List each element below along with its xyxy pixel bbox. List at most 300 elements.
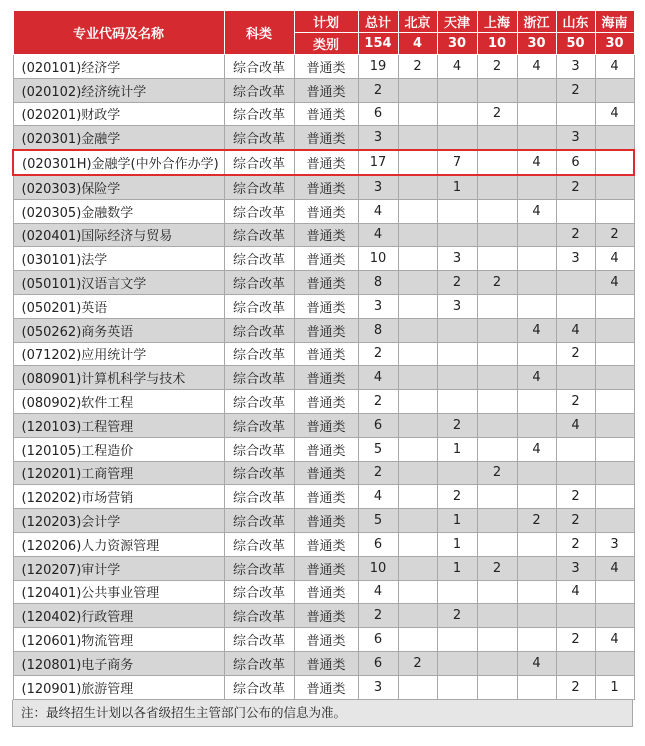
table-row: [13, 461, 634, 485]
shandong-cell: 3: [556, 126, 595, 150]
shandong-cell: 2: [556, 78, 595, 102]
tianjin-cell: 7: [437, 150, 477, 175]
tianjin-cell: [437, 390, 477, 414]
zhejiang-cell: [517, 271, 556, 295]
table-row: [13, 199, 634, 223]
table-row: [13, 55, 634, 79]
tianjin-cell: 1: [437, 437, 477, 461]
major-name-cell: (050101)汉语言文学: [13, 271, 224, 295]
subject-cell: 综合改革: [224, 223, 294, 247]
major-name-cell: (071202)应用统计学: [13, 342, 224, 366]
subject-cell: 综合改革: [224, 247, 294, 271]
tianjin-cell: 3: [437, 247, 477, 271]
plan-category-cell: 普通类: [294, 102, 358, 126]
table-row: [13, 175, 634, 199]
plan-category-cell: 普通类: [294, 366, 358, 390]
major-name-cell: (050262)商务英语: [13, 318, 224, 342]
shandong-cell: [556, 294, 595, 318]
subject-cell: 综合改革: [224, 437, 294, 461]
shanghai-cell: [477, 532, 517, 556]
total-cell: 4: [358, 223, 398, 247]
header-plan-line2: 类别: [294, 33, 358, 55]
header-count-tianjin: 30: [437, 33, 477, 55]
tianjin-cell: [437, 78, 477, 102]
zhejiang-cell: [517, 390, 556, 414]
beijing-cell: [398, 78, 437, 102]
hainan-cell: [595, 604, 634, 628]
tianjin-cell: [437, 628, 477, 652]
shandong-cell: 6: [556, 150, 595, 175]
total-cell: 6: [358, 628, 398, 652]
shanghai-cell: [477, 199, 517, 223]
header-count-shandong: 50: [556, 33, 595, 55]
header-major: 专业代码及名称: [13, 11, 224, 55]
subject-cell: 综合改革: [224, 580, 294, 604]
header-province-beijing: 北京: [398, 11, 437, 33]
subject-cell: 综合改革: [224, 294, 294, 318]
major-name-cell: (020305)金融数学: [13, 199, 224, 223]
major-name-cell: (120207)审计学: [13, 556, 224, 580]
table-row: [13, 78, 634, 102]
shandong-cell: 2: [556, 509, 595, 533]
shanghai-cell: [477, 175, 517, 199]
major-name-cell: (020201)财政学: [13, 102, 224, 126]
hainan-cell: [595, 366, 634, 390]
shandong-cell: 3: [556, 247, 595, 271]
table-row: [13, 318, 634, 342]
shandong-cell: 2: [556, 342, 595, 366]
shanghai-cell: [477, 509, 517, 533]
plan-category-cell: 普通类: [294, 390, 358, 414]
tianjin-cell: 1: [437, 175, 477, 199]
plan-category-cell: 普通类: [294, 461, 358, 485]
subject-cell: 综合改革: [224, 342, 294, 366]
zhejiang-cell: [517, 532, 556, 556]
tianjin-cell: 1: [437, 556, 477, 580]
major-name-cell: (120401)公共事业管理: [13, 580, 224, 604]
subject-cell: 综合改革: [224, 651, 294, 675]
major-name-cell: (120105)工程造价: [13, 437, 224, 461]
enrollment-plan-table-container: [12, 10, 633, 727]
header-count-shanghai: 10: [477, 33, 517, 55]
total-cell: 6: [358, 413, 398, 437]
total-cell: 6: [358, 102, 398, 126]
header-count-zhejiang: 30: [517, 33, 556, 55]
beijing-cell: [398, 437, 437, 461]
total-cell: 4: [358, 485, 398, 509]
shandong-cell: 4: [556, 318, 595, 342]
shanghai-cell: [477, 651, 517, 675]
plan-category-cell: 普通类: [294, 628, 358, 652]
total-cell: 2: [358, 78, 398, 102]
shandong-cell: [556, 199, 595, 223]
table-row: [13, 271, 634, 295]
tianjin-cell: 2: [437, 604, 477, 628]
beijing-cell: [398, 199, 437, 223]
plan-category-cell: 普通类: [294, 271, 358, 295]
hainan-cell: [595, 199, 634, 223]
shandong-cell: 3: [556, 55, 595, 79]
hainan-cell: [595, 485, 634, 509]
shanghai-cell: [477, 413, 517, 437]
plan-category-cell: 普通类: [294, 651, 358, 675]
beijing-cell: [398, 461, 437, 485]
major-name-cell: (080901)计算机科学与技术: [13, 366, 224, 390]
header-province-zhejiang: 浙江: [517, 11, 556, 33]
major-name-cell: (080902)软件工程: [13, 390, 224, 414]
shandong-cell: [556, 604, 595, 628]
tianjin-cell: [437, 461, 477, 485]
table-row: [13, 294, 634, 318]
hainan-cell: [595, 509, 634, 533]
tianjin-cell: [437, 102, 477, 126]
shanghai-cell: [477, 294, 517, 318]
plan-category-cell: 普通类: [294, 150, 358, 175]
beijing-cell: [398, 150, 437, 175]
table-row: [13, 126, 634, 150]
hainan-cell: [595, 294, 634, 318]
tianjin-cell: [437, 342, 477, 366]
table-body: [13, 55, 634, 700]
table-row: [13, 675, 634, 699]
major-name-cell: (020301H)金融学(中外合作办学): [13, 150, 224, 175]
beijing-cell: [398, 628, 437, 652]
zhejiang-cell: [517, 461, 556, 485]
plan-category-cell: 普通类: [294, 509, 358, 533]
total-cell: 2: [358, 342, 398, 366]
plan-category-cell: 普通类: [294, 126, 358, 150]
subject-cell: 综合改革: [224, 318, 294, 342]
major-name-cell: (120402)行政管理: [13, 604, 224, 628]
major-name-cell: (120103)工程管理: [13, 413, 224, 437]
tianjin-cell: 3: [437, 294, 477, 318]
zhejiang-cell: [517, 580, 556, 604]
beijing-cell: [398, 366, 437, 390]
header-subject: 科类: [224, 11, 294, 55]
zhejiang-cell: [517, 294, 556, 318]
hainan-cell: 4: [595, 556, 634, 580]
beijing-cell: [398, 532, 437, 556]
plan-category-cell: 普通类: [294, 318, 358, 342]
plan-category-cell: 普通类: [294, 78, 358, 102]
subject-cell: 综合改革: [224, 78, 294, 102]
hainan-cell: 4: [595, 102, 634, 126]
table-row: [13, 556, 634, 580]
table-row: [13, 223, 634, 247]
shanghai-cell: [477, 318, 517, 342]
shanghai-cell: [477, 126, 517, 150]
hainan-cell: [595, 461, 634, 485]
table-row: [13, 532, 634, 556]
subject-cell: 综合改革: [224, 675, 294, 699]
major-name-cell: (030101)法学: [13, 247, 224, 271]
header-province-shandong: 山东: [556, 11, 595, 33]
shandong-cell: 2: [556, 532, 595, 556]
shanghai-cell: [477, 628, 517, 652]
zhejiang-cell: [517, 675, 556, 699]
footnote: 注：最终招生计划以各省级招生主管部门公布的信息为准。: [12, 700, 633, 727]
table-row: [13, 102, 634, 126]
shandong-cell: 2: [556, 485, 595, 509]
tianjin-cell: [437, 651, 477, 675]
plan-category-cell: 普通类: [294, 675, 358, 699]
shandong-cell: 4: [556, 580, 595, 604]
total-cell: 17: [358, 150, 398, 175]
subject-cell: 综合改革: [224, 126, 294, 150]
total-cell: 2: [358, 604, 398, 628]
zhejiang-cell: [517, 342, 556, 366]
plan-category-cell: 普通类: [294, 294, 358, 318]
hainan-cell: 1: [595, 675, 634, 699]
major-name-cell: (120202)市场营销: [13, 485, 224, 509]
major-name-cell: (120206)人力资源管理: [13, 532, 224, 556]
total-cell: 3: [358, 175, 398, 199]
hainan-cell: 4: [595, 247, 634, 271]
zhejiang-cell: 4: [517, 199, 556, 223]
hainan-cell: [595, 651, 634, 675]
beijing-cell: [398, 675, 437, 699]
shanghai-cell: 2: [477, 461, 517, 485]
total-cell: 19: [358, 55, 398, 79]
subject-cell: 综合改革: [224, 532, 294, 556]
table-row: [13, 247, 634, 271]
shandong-cell: [556, 651, 595, 675]
zhejiang-cell: 4: [517, 437, 556, 461]
total-cell: 10: [358, 247, 398, 271]
subject-cell: 综合改革: [224, 556, 294, 580]
table-row: [13, 509, 634, 533]
beijing-cell: [398, 102, 437, 126]
subject-cell: 综合改革: [224, 604, 294, 628]
zhejiang-cell: 2: [517, 509, 556, 533]
subject-cell: 综合改革: [224, 461, 294, 485]
hainan-cell: [595, 413, 634, 437]
total-cell: 8: [358, 271, 398, 295]
tianjin-cell: 2: [437, 485, 477, 509]
total-cell: 3: [358, 675, 398, 699]
beijing-cell: [398, 509, 437, 533]
subject-cell: 综合改革: [224, 102, 294, 126]
beijing-cell: 2: [398, 55, 437, 79]
subject-cell: 综合改革: [224, 628, 294, 652]
beijing-cell: 2: [398, 651, 437, 675]
shandong-cell: 2: [556, 223, 595, 247]
shandong-cell: 4: [556, 413, 595, 437]
major-name-cell: (120601)物流管理: [13, 628, 224, 652]
table-row: [13, 366, 634, 390]
zhejiang-cell: [517, 628, 556, 652]
plan-category-cell: 普通类: [294, 437, 358, 461]
shanghai-cell: [477, 223, 517, 247]
zhejiang-cell: 4: [517, 366, 556, 390]
tianjin-cell: 2: [437, 413, 477, 437]
shanghai-cell: [477, 604, 517, 628]
plan-category-cell: 普通类: [294, 55, 358, 79]
header-total-label: 总计: [358, 11, 398, 33]
plan-category-cell: 普通类: [294, 532, 358, 556]
total-cell: 8: [358, 318, 398, 342]
tianjin-cell: [437, 675, 477, 699]
zhejiang-cell: 4: [517, 318, 556, 342]
plan-category-cell: 普通类: [294, 199, 358, 223]
zhejiang-cell: [517, 413, 556, 437]
hainan-cell: 3: [595, 532, 634, 556]
zhejiang-cell: 4: [517, 651, 556, 675]
table-row: [13, 437, 634, 461]
zhejiang-cell: [517, 78, 556, 102]
zhejiang-cell: [517, 102, 556, 126]
beijing-cell: [398, 342, 437, 366]
shandong-cell: [556, 461, 595, 485]
subject-cell: 综合改革: [224, 271, 294, 295]
beijing-cell: [398, 294, 437, 318]
shanghai-cell: 2: [477, 102, 517, 126]
hainan-cell: [595, 175, 634, 199]
tianjin-cell: [437, 318, 477, 342]
major-name-cell: (020101)经济学: [13, 55, 224, 79]
zhejiang-cell: [517, 604, 556, 628]
tianjin-cell: [437, 223, 477, 247]
shandong-cell: [556, 437, 595, 461]
table-row: [13, 342, 634, 366]
subject-cell: 综合改革: [224, 366, 294, 390]
hainan-cell: [595, 342, 634, 366]
plan-category-cell: 普通类: [294, 413, 358, 437]
header-province-tianjin: 天津: [437, 11, 477, 33]
total-cell: 2: [358, 390, 398, 414]
beijing-cell: [398, 126, 437, 150]
header-province-shanghai: 上海: [477, 11, 517, 33]
zhejiang-cell: 4: [517, 55, 556, 79]
hainan-cell: 4: [595, 271, 634, 295]
subject-cell: 综合改革: [224, 390, 294, 414]
header-province-hainan: 海南: [595, 11, 634, 33]
hainan-cell: [595, 318, 634, 342]
shanghai-cell: [477, 342, 517, 366]
enrollment-plan-table: [12, 10, 635, 700]
table-row: [13, 628, 634, 652]
hainan-cell: 4: [595, 55, 634, 79]
shanghai-cell: [477, 150, 517, 175]
header-plan-line1: 计划: [294, 11, 358, 33]
shanghai-cell: [477, 580, 517, 604]
major-name-cell: (020303)保险学: [13, 175, 224, 199]
tianjin-cell: [437, 199, 477, 223]
total-cell: 3: [358, 126, 398, 150]
shanghai-cell: [477, 366, 517, 390]
shanghai-cell: [477, 247, 517, 271]
major-name-cell: (120901)旅游管理: [13, 675, 224, 699]
subject-cell: 综合改革: [224, 485, 294, 509]
header-count-hainan: 30: [595, 33, 634, 55]
subject-cell: 综合改革: [224, 150, 294, 175]
shanghai-cell: 2: [477, 556, 517, 580]
shanghai-cell: [477, 485, 517, 509]
table-row: [13, 390, 634, 414]
plan-category-cell: 普通类: [294, 556, 358, 580]
shandong-cell: [556, 102, 595, 126]
table-row: [13, 413, 634, 437]
tianjin-cell: 2: [437, 271, 477, 295]
shanghai-cell: [477, 390, 517, 414]
tianjin-cell: [437, 126, 477, 150]
beijing-cell: [398, 604, 437, 628]
beijing-cell: [398, 318, 437, 342]
total-cell: 5: [358, 437, 398, 461]
plan-category-cell: 普通类: [294, 580, 358, 604]
shandong-cell: 2: [556, 175, 595, 199]
zhejiang-cell: [517, 223, 556, 247]
tianjin-cell: 4: [437, 55, 477, 79]
total-cell: 4: [358, 199, 398, 223]
shandong-cell: 2: [556, 675, 595, 699]
table-row: [13, 485, 634, 509]
major-name-cell: (020102)经济统计学: [13, 78, 224, 102]
plan-category-cell: 普通类: [294, 175, 358, 199]
zhejiang-cell: [517, 485, 556, 509]
plan-category-cell: 普通类: [294, 342, 358, 366]
shanghai-cell: 2: [477, 55, 517, 79]
total-cell: 4: [358, 366, 398, 390]
total-cell: 2: [358, 461, 398, 485]
zhejiang-cell: [517, 126, 556, 150]
major-name-cell: (120201)工商管理: [13, 461, 224, 485]
subject-cell: 综合改革: [224, 55, 294, 79]
subject-cell: 综合改革: [224, 199, 294, 223]
header-count-beijing: 4: [398, 33, 437, 55]
table-row: [13, 651, 634, 675]
table-row: [13, 604, 634, 628]
table-row: [13, 150, 634, 175]
shandong-cell: 2: [556, 390, 595, 414]
beijing-cell: [398, 223, 437, 247]
shandong-cell: 3: [556, 556, 595, 580]
major-name-cell: (120203)会计学: [13, 509, 224, 533]
tianjin-cell: 1: [437, 509, 477, 533]
total-cell: 6: [358, 651, 398, 675]
shanghai-cell: 2: [477, 271, 517, 295]
hainan-cell: [595, 150, 634, 175]
plan-category-cell: 普通类: [294, 223, 358, 247]
shanghai-cell: [477, 437, 517, 461]
beijing-cell: [398, 247, 437, 271]
hainan-cell: [595, 126, 634, 150]
plan-category-cell: 普通类: [294, 604, 358, 628]
beijing-cell: [398, 390, 437, 414]
major-name-cell: (020401)国际经济与贸易: [13, 223, 224, 247]
zhejiang-cell: [517, 247, 556, 271]
tianjin-cell: [437, 580, 477, 604]
hainan-cell: 2: [595, 223, 634, 247]
beijing-cell: [398, 175, 437, 199]
total-cell: 6: [358, 532, 398, 556]
beijing-cell: [398, 271, 437, 295]
subject-cell: 综合改革: [224, 175, 294, 199]
subject-cell: 综合改革: [224, 509, 294, 533]
beijing-cell: [398, 580, 437, 604]
plan-category-cell: 普通类: [294, 485, 358, 509]
beijing-cell: [398, 556, 437, 580]
hainan-cell: 4: [595, 628, 634, 652]
hainan-cell: [595, 78, 634, 102]
zhejiang-cell: 4: [517, 150, 556, 175]
major-name-cell: (050201)英语: [13, 294, 224, 318]
total-cell: 5: [358, 509, 398, 533]
header-total-value: 154: [358, 33, 398, 55]
total-cell: 3: [358, 294, 398, 318]
zhejiang-cell: [517, 556, 556, 580]
major-name-cell: (020301)金融学: [13, 126, 224, 150]
